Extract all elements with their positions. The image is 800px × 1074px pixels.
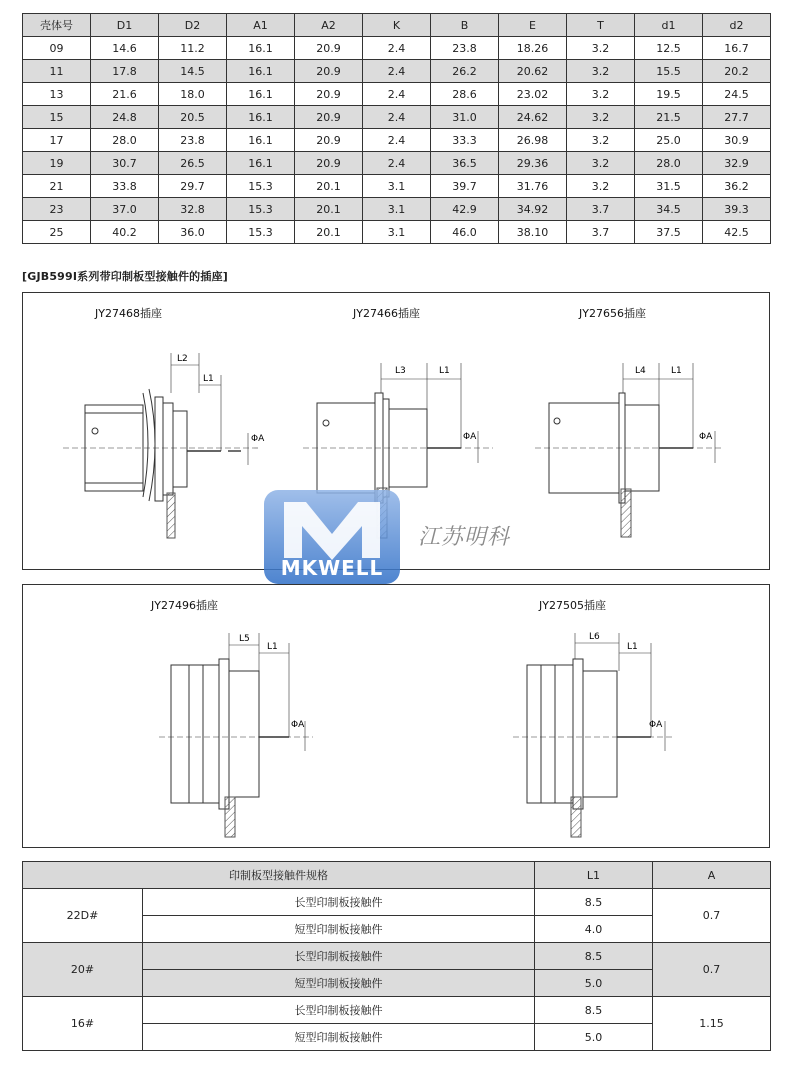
table-row [23, 60, 771, 83]
table-cell: 20.1 [295, 175, 363, 198]
dimension-table-body [23, 37, 771, 244]
table-cell: 30.9 [703, 129, 771, 152]
contact-type-cell: 长型印制板接触件 [143, 889, 535, 916]
table-cell: 24.5 [703, 83, 771, 106]
table-row [23, 37, 771, 60]
table-cell: 32.8 [159, 198, 227, 221]
dim-label-l1-d: L1 [267, 642, 278, 652]
drawing-jy27496 [159, 633, 313, 837]
table-cell: 28.0 [91, 129, 159, 152]
l1-value-cell: 5.0 [535, 1024, 653, 1051]
table-cell: 33.8 [91, 175, 159, 198]
table-cell: 28.0 [635, 152, 703, 175]
header-contact-spec: 印制板型接触件规格 [23, 862, 535, 889]
watermark-brand-text: 江苏明科 [418, 525, 511, 550]
table-cell: 26.2 [431, 60, 499, 83]
dim-label-l6: L6 [589, 632, 600, 642]
table-cell: 42.5 [703, 221, 771, 244]
table-cell: 36.0 [159, 221, 227, 244]
table-cell: 28.6 [431, 83, 499, 106]
table-cell: 16.7 [703, 37, 771, 60]
table-cell: 2.4 [363, 129, 431, 152]
table-cell: 21 [23, 175, 91, 198]
table-cell: 21.5 [635, 106, 703, 129]
table-cell: 20.2 [703, 60, 771, 83]
table-cell: 3.2 [567, 106, 635, 129]
spec-table-body [23, 889, 771, 1051]
dim-label-l5: L5 [239, 634, 250, 644]
table-cell: 32.9 [703, 152, 771, 175]
drawing-jy27468 [63, 353, 258, 538]
table-cell: 3.2 [567, 152, 635, 175]
dim-label-l2: L2 [177, 354, 188, 364]
table-cell: 3.1 [363, 221, 431, 244]
table-cell: 31.76 [499, 175, 567, 198]
table-cell: 11 [23, 60, 91, 83]
dim-label-phia-e: ΦA [649, 720, 663, 730]
dim-label-l1-b: L1 [439, 366, 450, 376]
table-cell: 25 [23, 221, 91, 244]
table-row [23, 129, 771, 152]
table-cell: 23.8 [159, 129, 227, 152]
table-cell: 15.3 [227, 198, 295, 221]
table-row [23, 106, 771, 129]
table-cell: 17 [23, 129, 91, 152]
table-cell: 2.4 [363, 106, 431, 129]
table-cell: 19 [23, 152, 91, 175]
table-cell: 11.2 [159, 37, 227, 60]
table-cell: 37.0 [91, 198, 159, 221]
section-heading: [GJB599Ⅰ系列带印制板型接触件的插座] [22, 270, 229, 283]
l1-value-cell: 8.5 [535, 997, 653, 1024]
header-l1: L1 [535, 862, 653, 889]
header-b: B [431, 14, 499, 37]
header-a2: A2 [295, 14, 363, 37]
table-cell: 20.62 [499, 60, 567, 83]
model-label-jy27468: JY27468插座 [95, 307, 162, 320]
table-cell: 18.0 [159, 83, 227, 106]
table-cell: 20.5 [159, 106, 227, 129]
table-cell: 24.62 [499, 106, 567, 129]
table-cell: 21.6 [91, 83, 159, 106]
table-cell: 2.4 [363, 83, 431, 106]
contact-size-cell: 16# [23, 997, 143, 1051]
table-cell: 3.1 [363, 198, 431, 221]
contact-size-cell: 22D# [23, 889, 143, 943]
table-cell: 42.9 [431, 198, 499, 221]
table-cell: 16.1 [227, 106, 295, 129]
table-cell: 19.5 [635, 83, 703, 106]
table-cell: 14.6 [91, 37, 159, 60]
table-cell: 31.0 [431, 106, 499, 129]
model-label-jy27656: JY27656插座 [579, 307, 646, 320]
table-cell: 20.1 [295, 221, 363, 244]
table-cell: 25.0 [635, 129, 703, 152]
dim-label-phia-b: ΦA [463, 432, 477, 442]
contact-spec-table [22, 861, 771, 1051]
l1-value-cell: 8.5 [535, 889, 653, 916]
dim-label-phia-d: ΦA [291, 720, 305, 730]
header-a: A [653, 862, 771, 889]
table-cell: 26.98 [499, 129, 567, 152]
table-cell: 23.02 [499, 83, 567, 106]
table-cell: 37.5 [635, 221, 703, 244]
contact-type-cell: 短型印制板接触件 [143, 916, 535, 943]
table-cell: 34.5 [635, 198, 703, 221]
table-cell: 36.5 [431, 152, 499, 175]
l1-value-cell: 4.0 [535, 916, 653, 943]
table-cell: 16.1 [227, 129, 295, 152]
drawing-jy27656 [535, 363, 723, 537]
l1-value-cell: 5.0 [535, 970, 653, 997]
table-cell: 15.5 [635, 60, 703, 83]
table-cell: 16.1 [227, 37, 295, 60]
table-cell: 40.2 [91, 221, 159, 244]
table-cell: 29.36 [499, 152, 567, 175]
table-cell: 3.7 [567, 198, 635, 221]
dim-label-phia-c: ΦA [699, 432, 713, 442]
header-shell-size: 壳体号 [23, 14, 91, 37]
table-cell: 38.10 [499, 221, 567, 244]
table-cell: 2.4 [363, 60, 431, 83]
header-d1-cap: D1 [91, 14, 159, 37]
table-cell: 39.3 [703, 198, 771, 221]
header-d1: d1 [635, 14, 703, 37]
table-cell: 34.92 [499, 198, 567, 221]
contact-type-cell: 短型印制板接触件 [143, 970, 535, 997]
table-cell: 46.0 [431, 221, 499, 244]
header-a1: A1 [227, 14, 295, 37]
table-cell: 16.1 [227, 152, 295, 175]
table-cell: 20.9 [295, 106, 363, 129]
model-label-jy27496: JY27496插座 [151, 599, 218, 612]
table-cell: 2.4 [363, 152, 431, 175]
dim-label-l1-e: L1 [627, 642, 638, 652]
table-cell: 12.5 [635, 37, 703, 60]
table-cell: 3.2 [567, 83, 635, 106]
table-cell: 3.2 [567, 60, 635, 83]
dim-label-phia-a: ΦA [251, 434, 265, 444]
table-cell: 3.1 [363, 175, 431, 198]
table-cell: 29.7 [159, 175, 227, 198]
table-cell: 27.7 [703, 106, 771, 129]
table-cell: 15.3 [227, 175, 295, 198]
dim-label-l4: L4 [635, 366, 646, 376]
drawing-panel-bottom [22, 584, 770, 848]
table-cell: 20.1 [295, 198, 363, 221]
contact-type-cell: 短型印制板接触件 [143, 1024, 535, 1051]
header-k: K [363, 14, 431, 37]
drawing-jy27505 [513, 633, 673, 837]
table-cell: 17.8 [91, 60, 159, 83]
dimension-table-header-row [23, 14, 771, 37]
table-cell: 20.9 [295, 152, 363, 175]
contact-type-cell: 长型印制板接触件 [143, 997, 535, 1024]
watermark-logo-text: MKWELL [280, 556, 384, 580]
header-d2-cap: D2 [159, 14, 227, 37]
table-cell: 16.1 [227, 83, 295, 106]
table-row [23, 175, 771, 198]
model-label-jy27505: JY27505插座 [539, 599, 606, 612]
table-row [23, 221, 771, 244]
header-d2: d2 [703, 14, 771, 37]
l1-value-cell: 8.5 [535, 943, 653, 970]
spec-row [23, 889, 771, 916]
table-cell: 3.7 [567, 221, 635, 244]
table-cell: 13 [23, 83, 91, 106]
table-cell: 3.2 [567, 37, 635, 60]
spec-row [23, 943, 771, 970]
table-cell: 09 [23, 37, 91, 60]
table-cell: 3.2 [567, 175, 635, 198]
dimension-table [22, 13, 771, 244]
dim-label-l3: L3 [395, 366, 406, 376]
a-value-cell: 0.7 [653, 889, 771, 943]
table-cell: 23.8 [431, 37, 499, 60]
table-row [23, 152, 771, 175]
table-cell: 24.8 [91, 106, 159, 129]
table-cell: 20.9 [295, 37, 363, 60]
mkwell-watermark-logo [262, 488, 402, 586]
table-cell: 20.9 [295, 83, 363, 106]
table-cell: 2.4 [363, 37, 431, 60]
table-cell: 30.7 [91, 152, 159, 175]
contact-size-cell: 20# [23, 943, 143, 997]
table-row [23, 83, 771, 106]
table-cell: 3.2 [567, 129, 635, 152]
table-cell: 31.5 [635, 175, 703, 198]
table-cell: 15 [23, 106, 91, 129]
table-cell: 20.9 [295, 129, 363, 152]
table-cell: 36.2 [703, 175, 771, 198]
header-t: T [567, 14, 635, 37]
table-cell: 15.3 [227, 221, 295, 244]
table-cell: 33.3 [431, 129, 499, 152]
table-cell: 26.5 [159, 152, 227, 175]
dim-label-l1-a: L1 [203, 374, 214, 384]
table-cell: 23 [23, 198, 91, 221]
table-cell: 39.7 [431, 175, 499, 198]
table-cell: 18.26 [499, 37, 567, 60]
header-e: E [499, 14, 567, 37]
connector-drawings-bottom [23, 585, 768, 846]
table-cell: 20.9 [295, 60, 363, 83]
dim-label-l1-c: L1 [671, 366, 682, 376]
table-row [23, 198, 771, 221]
model-label-jy27466: JY27466插座 [353, 307, 420, 320]
a-value-cell: 1.15 [653, 997, 771, 1051]
table-cell: 14.5 [159, 60, 227, 83]
spec-table-header-row [23, 862, 771, 889]
a-value-cell: 0.7 [653, 943, 771, 997]
spec-row [23, 997, 771, 1024]
contact-type-cell: 长型印制板接触件 [143, 943, 535, 970]
table-cell: 16.1 [227, 60, 295, 83]
